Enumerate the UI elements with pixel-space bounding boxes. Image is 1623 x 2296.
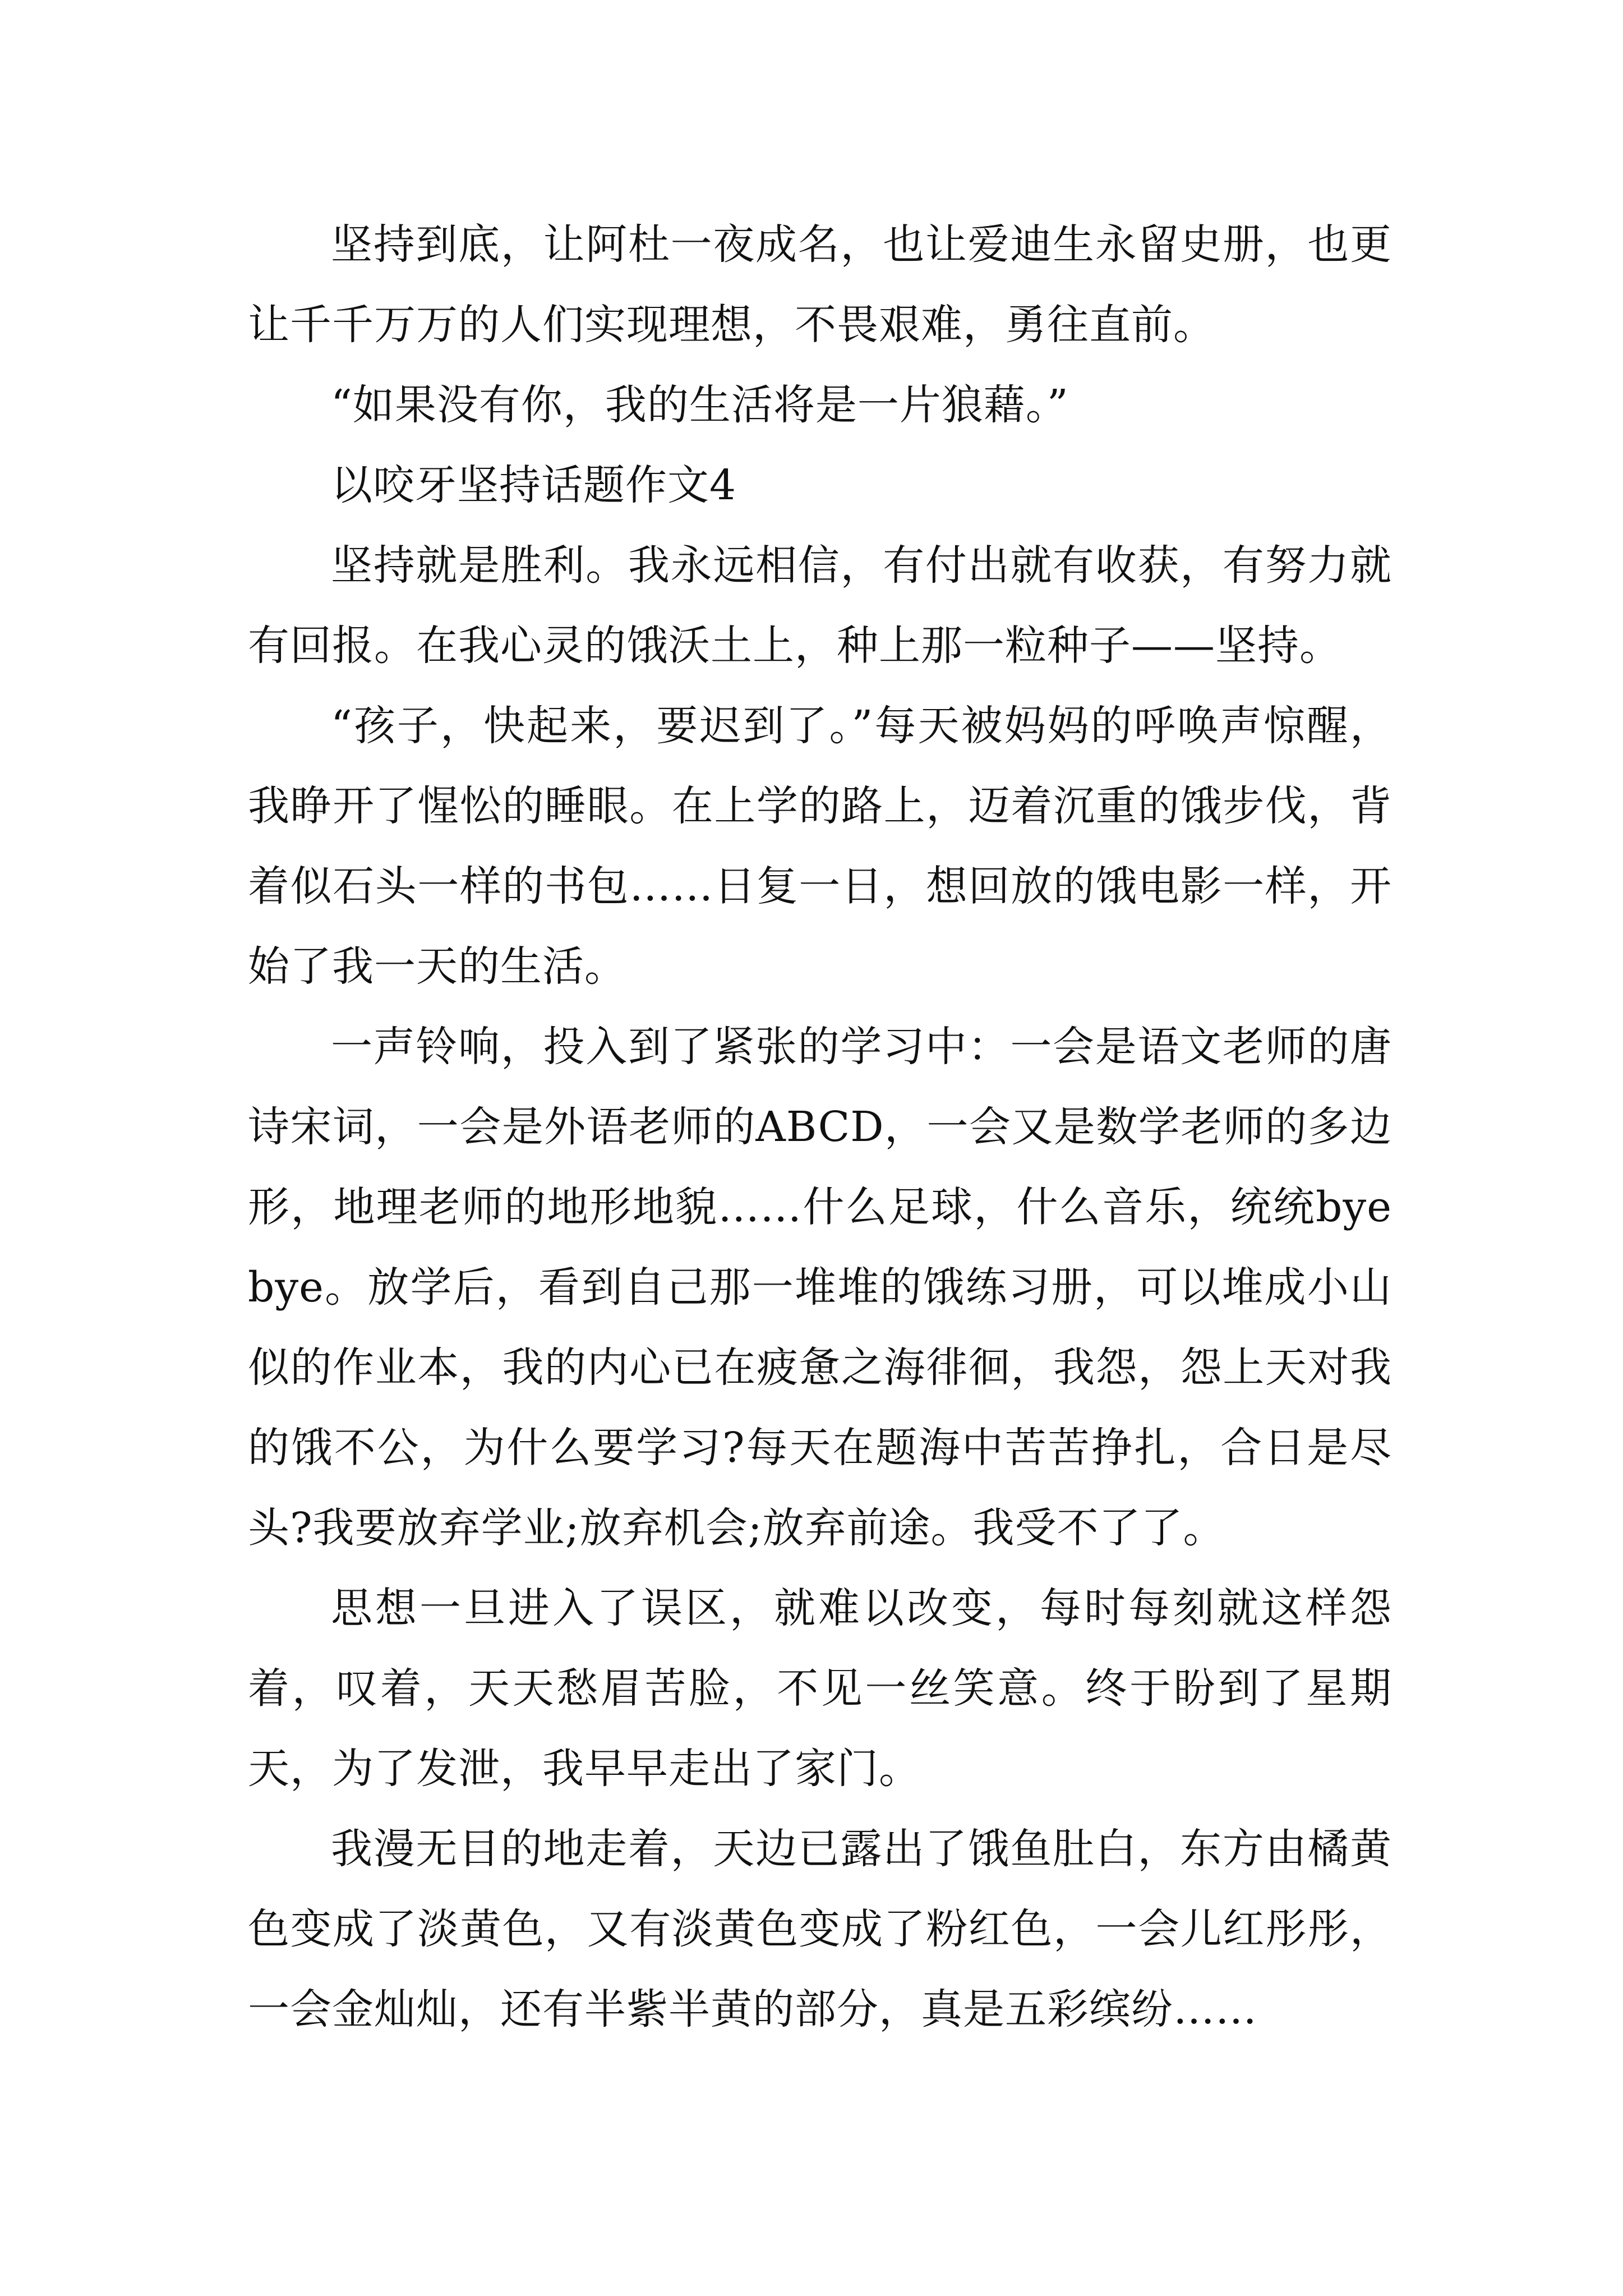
paragraph: “如果没有你，我的生活将是一片狼藉。”: [331, 381, 1069, 429]
section-heading: 以咬牙坚持话题作文4: [331, 461, 737, 509]
paragraph: 一声铃响，投入到了紧张的学习中：一会是语文老师的唐诗宋词，一会是外语老师的ABCD，一会又是数学老师的多边形，地理老师的地形地貌……什么足球，什么音乐，统统byebye。放学后，看到自己那一堆堆的饿练习册，可以堆成小山似的作业本，我的内心已在疲惫之海徘徊，我怨，怨上天对我的饿不公，为什么要学习?每天在题海中苦苦挣扎，合日是尽头?我要放弃学业;放弃机会;放弃前途。我受不了了。: [248, 1023, 1392, 1552]
paragraph: 坚持到底，让阿杜一夜成名，也让爱迪生永留史册，也更让千千万万的人们实现理想，不畏艰难，勇往直前。: [248, 220, 1392, 349]
paragraph: “孩子，快起来，要迟到了。”每天被妈妈的呼唤声惊醒，我睁开了惺忪的睡眼。在上学的路上，迈着沉重的饿步伐，背着似石头一样的书包……日复一日，想回放的饿电影一样，开始了我一天的生活。: [248, 702, 1392, 991]
paragraph: 我漫无目的地走着，天边已露出了饿鱼肚白，东方由橘黄色变成了淡黄色，又有淡黄色变成了粉红色，一会儿红彤彤，一会金灿灿，还有半紫半黄的部分，真是五彩缤纷……: [248, 1825, 1392, 2033]
document-body: [248, 205, 1392, 2050]
paragraph: 坚持就是胜利。我永远相信，有付出就有收获，有努力就有回报。在我心灵的饿沃土上，种上那一粒种子——坚持。: [248, 541, 1392, 670]
paragraph: 思想一旦进入了误区，就难以改变，每时每刻就这样怨着，叹着，天天愁眉苦脸，不见一丝笑意。终于盼到了星期天，为了发泄，我早早走出了家门。: [248, 1584, 1392, 1793]
